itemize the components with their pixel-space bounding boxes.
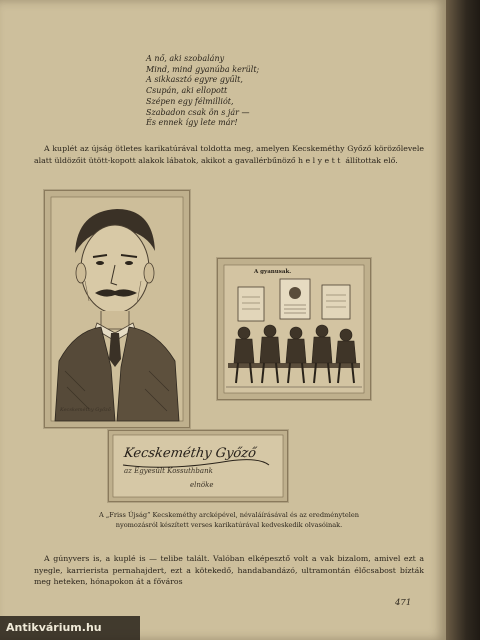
book-spine-edge [446,0,480,640]
poem-block [146,54,406,129]
paragraph-body [34,553,424,588]
signature-title: az Egyesült Kossuthbank [124,467,213,475]
caption-line: A „Friss Újság” Kecskeméthy arcképével, névaláírásával és az eredménytelen [98,511,359,519]
poem-line: Csupán, aki ellopott [146,86,228,96]
figure-caption [34,511,424,531]
paragraph-intro [34,143,424,166]
paragraph-text: A gúnyvers is, a kuplé is — telibe talált. Valóban elképesztő volt a vak bizalom, amivel ezt a nyegle, karrierista pernahajdert, ezt a kötekedő, handabandázó, ultramontán élőcsabost bízták meg heteken, hónapokon át a főváros [34,554,424,587]
poem-line: Szabadon csak ön s jár — [146,107,250,117]
spaced-word: helyett [298,155,343,165]
signature-flourish [109,431,287,501]
portrait-illustration [44,190,190,428]
poem-line: A sikkasztó egyre gyűlt, [146,75,243,85]
page-number: 471 [395,598,412,608]
poem-line: Mind, mind gyanúba került; [146,64,260,74]
paragraph-text: állítottak elő. [342,155,398,165]
poem-line: A nő, aki szobalány [146,54,225,63]
poem-line: Szépen egy félmilliót, [146,96,234,106]
paragraph-text: A kuplét az újság ötletes karikatúrával toldotta meg, amelyen Kecskeméthy Győző körözőlevele alatt üldözőit ütött-kopott alakok lábatok, akikot a gavallérbűnöző [34,144,424,165]
signature-name: Kecskeméthy Győző [122,446,257,461]
cartoon-illustration [217,258,371,400]
poem-line: És ennek így lete már! [146,118,238,128]
caption-line: nyomozásról készített verses karikatúrával kedveskedik olvasóinak. [115,520,343,529]
site-watermark: Antikvárium.hu [0,616,140,640]
portrait-drawing [45,191,189,427]
cartoon-drawing [218,259,370,399]
signature-role: elnöke [190,481,214,489]
signature-illustration [108,430,288,502]
cartoon-title: A gyanusak. [254,269,292,275]
portrait-signature: Kecskeméthy Győző [60,407,111,413]
